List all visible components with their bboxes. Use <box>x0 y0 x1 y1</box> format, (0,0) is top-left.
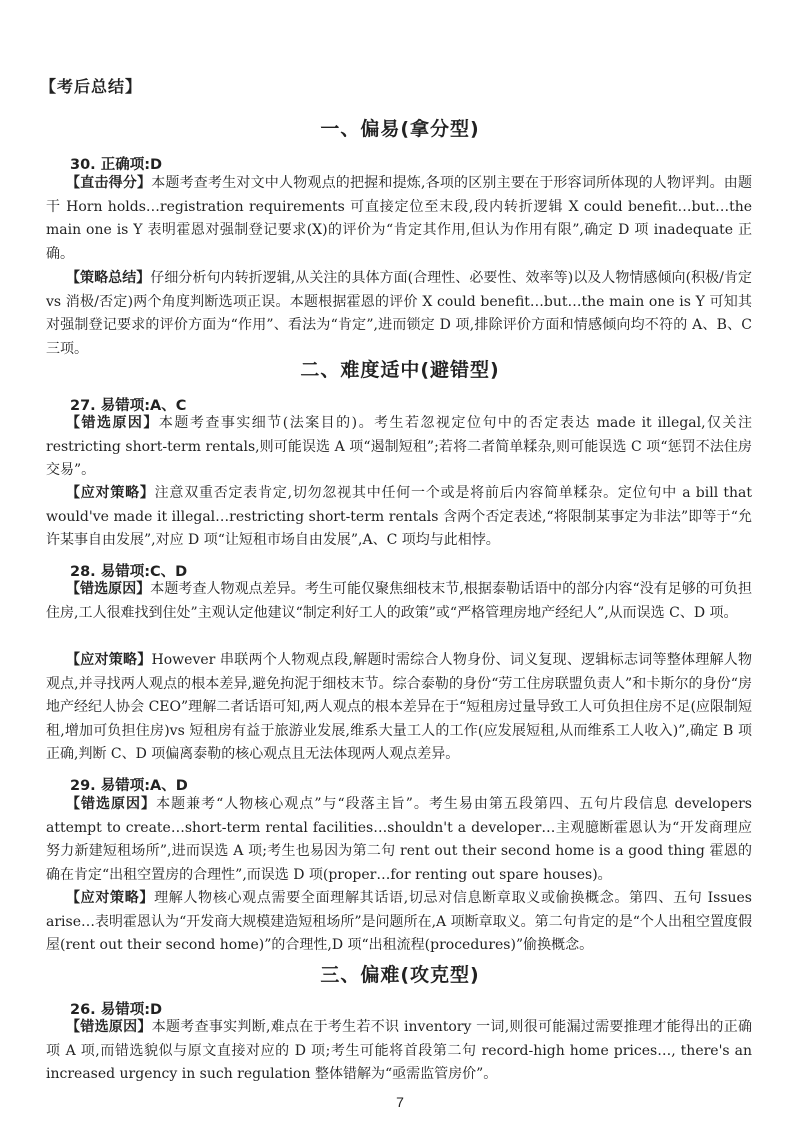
para-text: 本题考查事实判断,难点在于考生若不识 inventory 一词,则很可能漏过需要推理才能得出的正确项 A 项,而错选貌似与原文直接对应的 D 项;考生可能将首段第二句 record-high home prices…, there's an increased urgency in such regulation 整体错解为“亟需监管房价”。 <box>46 1019 752 1083</box>
para-tag: 【策略总结】 <box>66 270 151 286</box>
para-text: However 串联两个人物观点段,解题时需综合人物身份、词义复现、逻辑标志词等整体理解人物观点,并寻找两人观点的根本差异,避免拘泥于细枝末节。综合泰勒的身份“劳工住房联盟负责人”和卡斯尔的身份“房地产经纪人协会 CEO”理解二者话语可知,两人观点的根本差异在于“短租房过量导致工人可负担住房不足(应限制短租,增加可负担住房)vs 短租房有益于旅游业发展,维系大量工人的工作(应发展短租,从而维系工人收入)”,确定 B 项正确,判断 C、D 项偏离泰勒的核心观点且无法体现两人观点差异。 <box>46 652 752 763</box>
para-text: 本题兼考“人物核心观点”与“段落主旨”。考生易由第五段第四、五句片段信息 developers attempt to create…short-term rental facilities…shouldn't a developer…主观臆断霍恩认为“开发商理应努力新建短租场所”,进而误选 A 项;考生也易因为第二句 rent out their second home is a good thing 霍恩的确在肯定“出租空置房的合理性”,而误选 D 项(proper…for renting out spare houses)。 <box>46 796 752 883</box>
section-title-hard: 三、偏难(攻克型) <box>320 964 480 986</box>
para-tag: 【直击得分】 <box>66 175 152 191</box>
question-29-strategy <box>46 887 752 958</box>
question-30-strategy <box>46 267 752 361</box>
section-title-easy: 一、偏易(拿分型) <box>320 118 480 140</box>
para-text: 理解人物核心观点需要全面理解其话语,切忌对信息断章取义或偷换概念。第四、五句 Issues arise…表明霍恩认为“开发商大规模建造短租场所”是问题所在,A 项断章取义。第二句肯定的是“个人出租空置度假屋(rent out their second home)”的合理性,D 项“出租流程(procedures)”偷换概念。 <box>46 890 752 954</box>
para-text: 仔细分析句内转折逻辑,从关注的具体方面(合理性、必要性、效率等)以及人物情感倾向(积极/肯定 vs 消极/否定)两个角度判断选项正误。本题根据霍恩的评价 X could benefit…but…the main one is Y 可知其对强制登记要求的评价方面为“作用”、看法为“肯定”,进而锁定 D 项,排除评价方面和情感倾向均不符的 A、B、C 三项。 <box>46 270 752 357</box>
question-30-head: 30. 正确项:D <box>70 157 163 173</box>
para-tag: 【错选原因】 <box>66 1019 152 1035</box>
question-29-error-reason <box>46 793 752 887</box>
question-26-error-reason <box>46 1016 752 1087</box>
page-number: 7 <box>396 1094 404 1110</box>
question-29-head: 29. 易错项:A、D <box>70 778 188 794</box>
question-27-error-reason <box>46 412 752 483</box>
question-28-error-reason <box>46 578 752 625</box>
question-27-head: 27. 易错项:A、C <box>70 398 187 414</box>
question-27-strategy <box>46 482 752 553</box>
question-26-head: 26. 易错项:D <box>70 1002 163 1018</box>
question-28-strategy <box>46 649 752 767</box>
para-tag: 【应对策略】 <box>66 652 152 668</box>
para-tag: 【错选原因】 <box>66 796 157 812</box>
question-28-head: 28. 易错项:C、D <box>70 564 188 580</box>
para-tag: 【错选原因】 <box>66 415 159 431</box>
para-tag: 【应对策略】 <box>66 485 155 501</box>
para-text: 本题考查考生对文中人物观点的把握和提炼,各项的区别主要在于形容词所体现的人物评判。由题干 Horn holds…registration requirements 可直接定位至末段,段内转折逻辑 X could benefit…but…the main one is Y 表明霍恩对强制登记要求(X)的评价为“肯定其作用,但认为作用有限”,确定 D 项 inadequate 正确。 <box>46 175 753 262</box>
question-30-analysis <box>46 172 752 266</box>
para-text: 本题考查人物观点差异。考生可能仅聚焦细枝末节,根据泰勒话语中的部分内容“没有足够的可负担住房,工人很难找到住处”主观认定他建议“制定利好工人的政策”或“严格管理房地产经纪人”,从而误选 C、D 项。 <box>46 581 752 621</box>
para-text: 本题考查事实细节(法案目的)。考生若忽视定位句中的否定表达 made it illegal,仅关注 restricting short-term rentals,则可能误选 A 项“遏制短租”;若将二者简单糅杂,则可能误选 C 项“惩罚不法住房交易”。 <box>46 415 753 479</box>
para-tag: 【应对策略】 <box>66 890 155 906</box>
summary-label: 【考后总结】 <box>40 77 143 96</box>
section-title-medium: 二、难度适中(避错型) <box>300 359 500 381</box>
para-text: 注意双重否定表肯定,切勿忽视其中任何一个或是将前后内容简单糅杂。定位句中 a bill that would've made it illegal…restricting short-term rentals 含两个否定表述,“将限制某事定为非法”即等于“允许某事自由发展”,对应 D 项“让短租市场自由发展”,A、C 项均与此相悖。 <box>46 485 753 549</box>
para-tag: 【错选原因】 <box>66 581 151 597</box>
